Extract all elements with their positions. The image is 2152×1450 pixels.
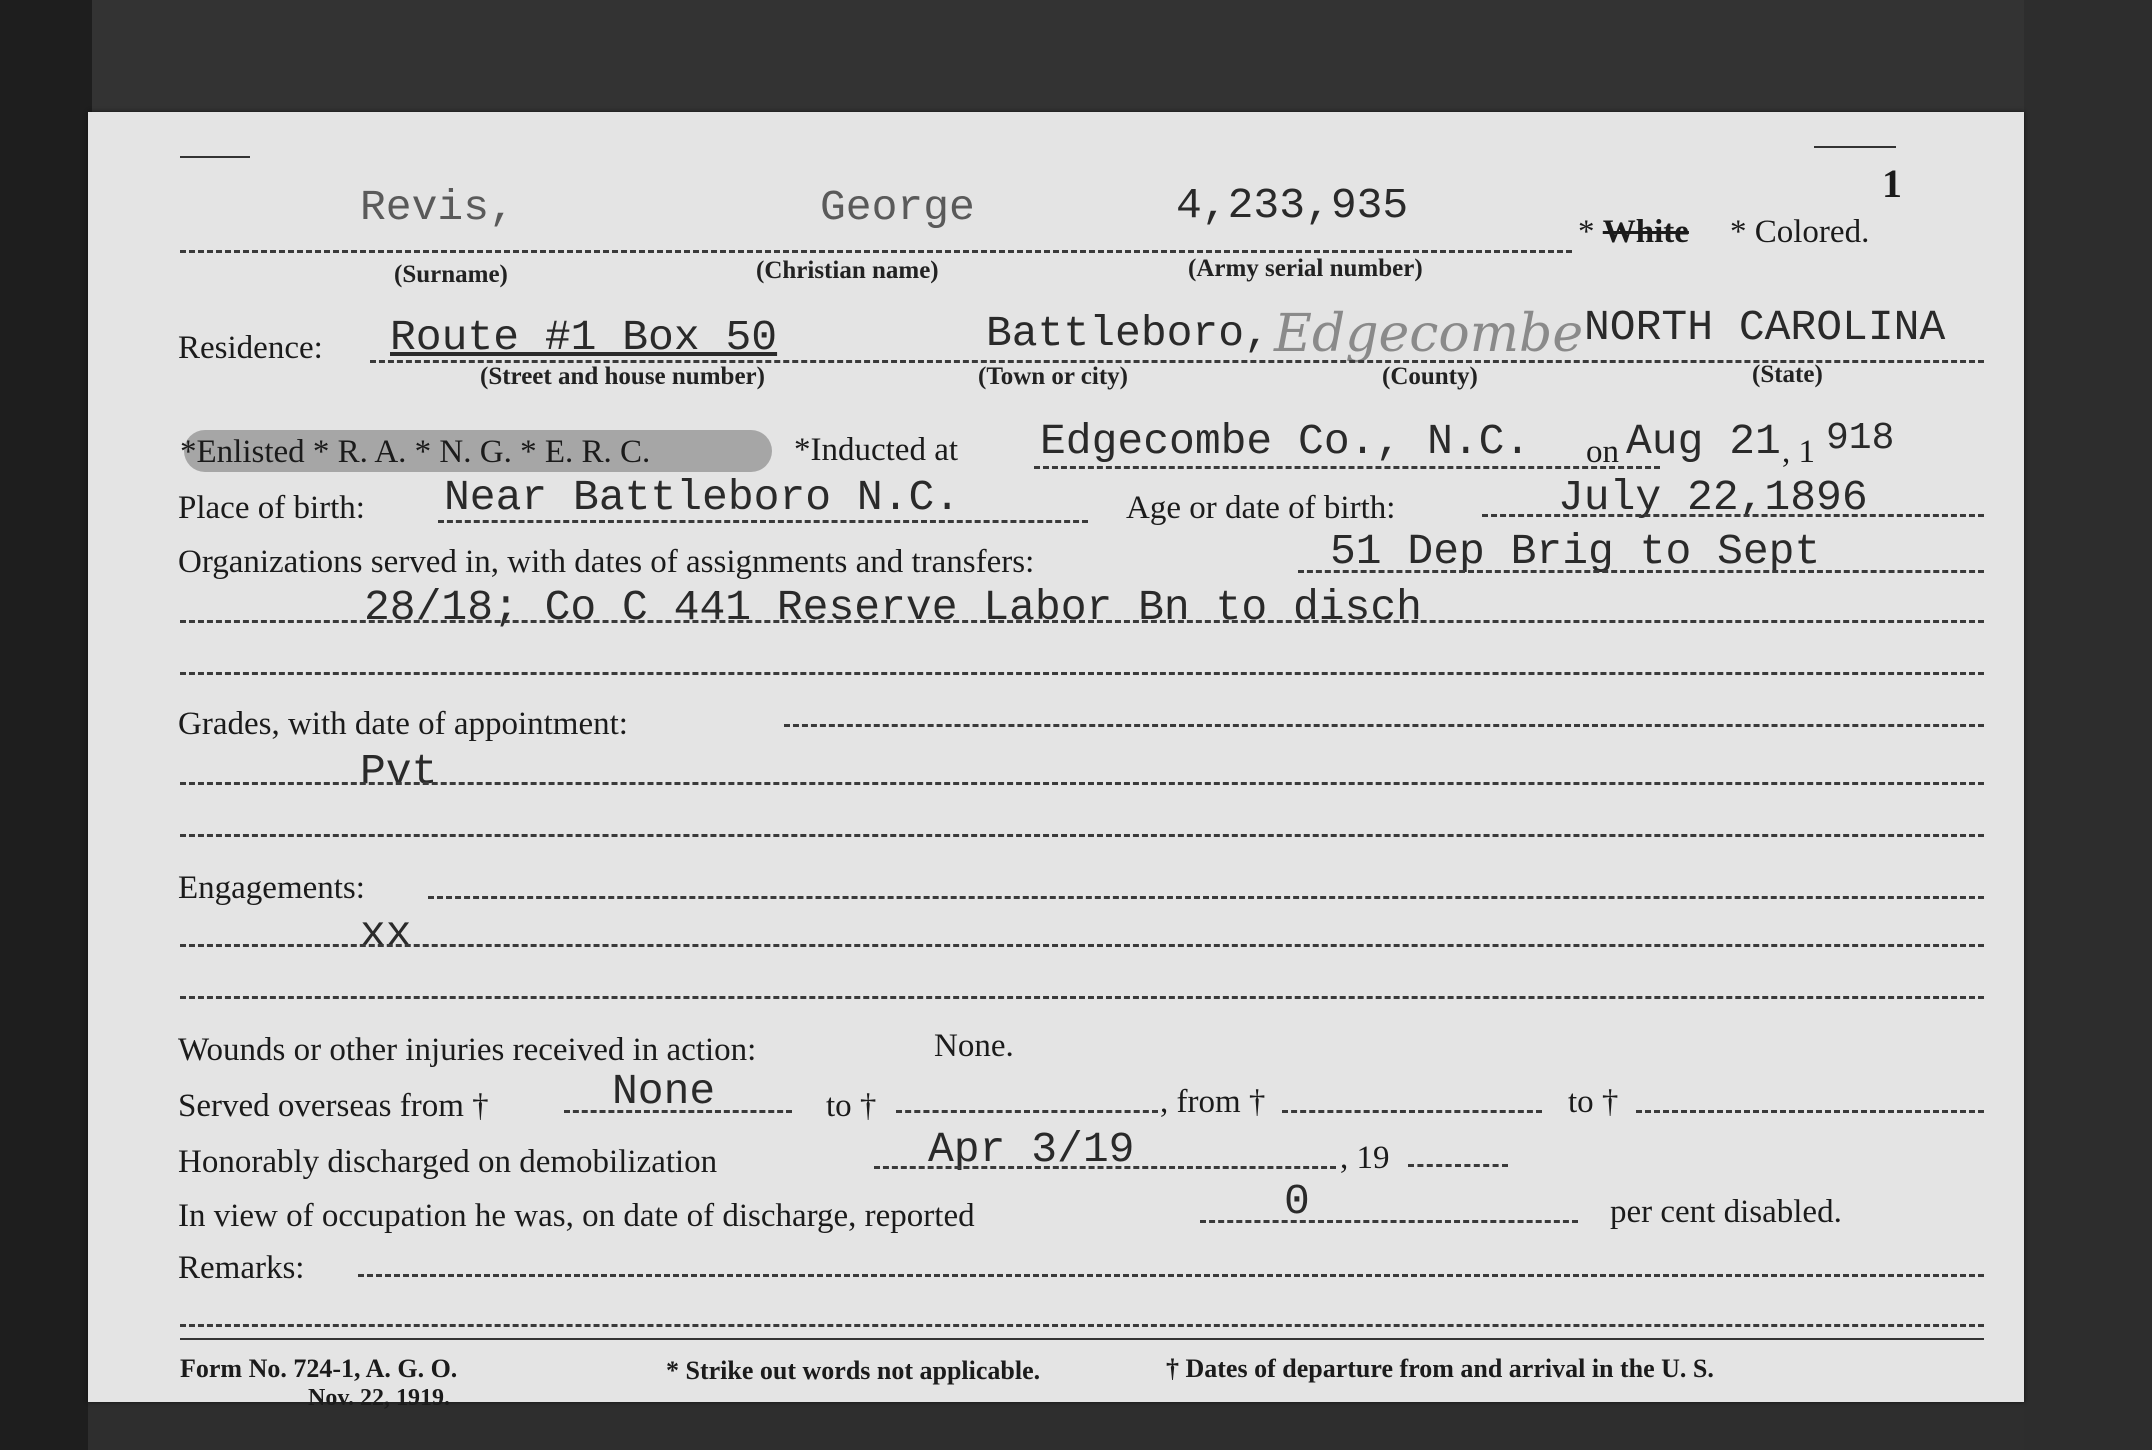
discharge-date: Apr 3/19 [928, 1125, 1135, 1174]
organizations-label: Organizations served in, with dates of assignments and transfers: [178, 544, 1035, 580]
strike-note: * Strike out words not applicable. [666, 1356, 1041, 1385]
overseas-to-label: to † [826, 1088, 877, 1124]
remarks-label: Remarks: [178, 1250, 305, 1286]
disability-label: In view of occupation he was, on date of discharge, reported [178, 1198, 975, 1234]
birth-place-line [438, 520, 1088, 523]
christian-name-caption: (Christian name) [756, 257, 939, 284]
surname-caption: (Surname) [394, 261, 508, 288]
remarks-line-2 [180, 1324, 1984, 1327]
scan-border-left [0, 0, 92, 1450]
grades-line-3 [180, 834, 1984, 837]
organizations-line2: 28/18; Co C 441 Reserve Labor Bn to disch [364, 583, 1422, 632]
discharge-line [874, 1166, 1336, 1169]
inducted-line [1034, 466, 1660, 469]
grades-label: Grades, with date of appointment: [178, 706, 628, 742]
inducted-year: 918 [1826, 417, 1895, 460]
name-line [180, 250, 1572, 253]
state-caption: (State) [1752, 361, 1823, 388]
serial-number-caption: (Army serial number) [1188, 255, 1423, 282]
residence-county: Edgecombe [1274, 304, 1584, 364]
overseas-to2-line [1636, 1110, 1984, 1113]
inducted-on-label: on [1586, 434, 1619, 470]
engagements-label: Engagements: [178, 870, 365, 906]
organizations-line1: 51 Dep Brig to Sept [1330, 527, 1821, 576]
engagements-line-3 [180, 996, 1984, 999]
grades-line-1 [784, 724, 1984, 727]
county-caption: (County) [1382, 363, 1478, 390]
engagements-line-1 [428, 896, 1984, 899]
organizations-line-2 [180, 620, 1984, 623]
organizations-line-3 [180, 672, 1984, 675]
engagements-value: xx [360, 909, 412, 958]
form-number: Form No. 724-1, A. G. O. [180, 1354, 458, 1383]
organizations-line-1 [1298, 570, 1984, 573]
grades-line-2 [180, 782, 1984, 785]
race-white-struck: * White [1578, 214, 1689, 250]
town-caption: (Town or city) [978, 363, 1128, 390]
residence-street: Route #1 Box 50 [390, 313, 778, 362]
inducted-date: Aug 21 [1626, 417, 1781, 466]
scan-border-right [2024, 0, 2152, 1450]
residence-label: Residence: [178, 330, 323, 366]
discharge-year-line [1408, 1164, 1508, 1167]
overseas-from2-line [1282, 1110, 1542, 1113]
birth-date-line [1482, 514, 1984, 517]
disability-line [1200, 1220, 1578, 1223]
residence-state: NORTH CAROLINA [1584, 303, 1946, 352]
form-date: Nov. 22, 1919. [308, 1385, 451, 1411]
serial-number-value: 4,233,935 [1176, 181, 1409, 230]
overseas-to-line [896, 1110, 1158, 1113]
corner-mark [180, 156, 250, 158]
scan-border-top [92, 0, 2152, 112]
wounds-value: None. [934, 1028, 1014, 1064]
overseas-to2-label: to † [1568, 1084, 1619, 1120]
birth-date-label: Age or date of birth: [1126, 490, 1396, 526]
disability-suffix: per cent disabled. [1610, 1194, 1842, 1230]
dates-note: † Dates of departure from and arrival in the U. S. [1166, 1354, 1714, 1383]
race-colored: * Colored. [1730, 214, 1870, 250]
inducted-label: *Inducted at [794, 432, 959, 468]
card-number: 1 [1882, 161, 1902, 206]
inducted-year-prefix: , 1 [1782, 434, 1815, 470]
disability-value: 0 [1284, 1177, 1310, 1226]
card-number-rule [1814, 146, 1896, 148]
footer-rule [180, 1338, 1984, 1340]
wounds-label: Wounds or other injuries received in action: [178, 1032, 757, 1068]
street-caption: (Street and house number) [480, 363, 765, 390]
discharge-label: Honorably discharged on demobilization [178, 1144, 718, 1180]
inducted-place: Edgecombe Co., N.C. [1040, 417, 1531, 466]
birth-place-label: Place of birth: [178, 490, 365, 526]
remarks-line-1 [358, 1274, 1984, 1277]
engagements-line-2 [180, 944, 1984, 947]
residence-town: Battleboro, [986, 309, 1270, 358]
surname-value: Revis, [360, 183, 515, 232]
discharge-year: , 19 [1340, 1140, 1390, 1176]
overseas-from-line [564, 1110, 792, 1113]
service-record-card [88, 112, 2024, 1411]
overseas-from2-label: , from † [1160, 1084, 1266, 1120]
birth-date-value: July 22,1896 [1558, 473, 1868, 522]
overseas-from-label: Served overseas from † [178, 1088, 489, 1124]
overseas-value: None [612, 1067, 716, 1116]
grades-value: Pvt [360, 747, 438, 796]
enlisted-options-struck: *Enlisted * R. A. * N. G. * E. R. C. [180, 434, 651, 470]
christian-name-value: George [820, 183, 975, 232]
birth-place-value: Near Battleboro N.C. [444, 473, 961, 522]
